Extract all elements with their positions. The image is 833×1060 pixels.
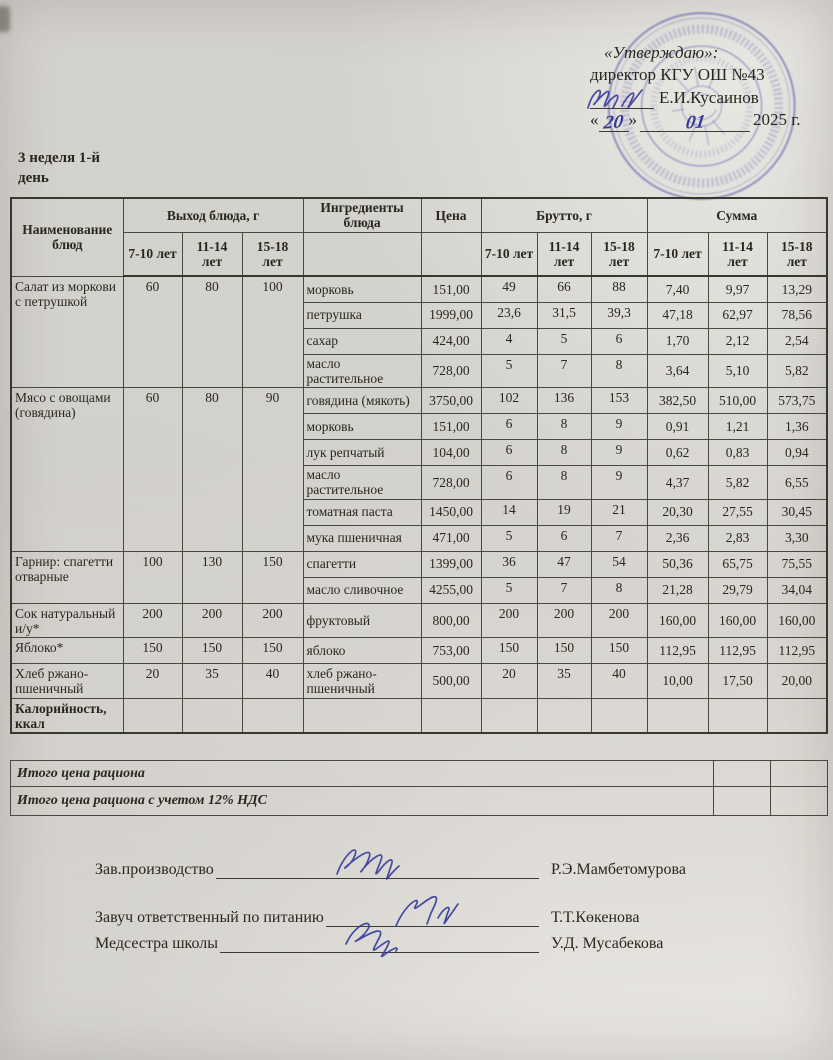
sum-cell: 10,00 <box>647 664 708 699</box>
sum-cell: 160,00 <box>767 603 827 638</box>
price-cell: 753,00 <box>421 638 481 664</box>
signature-role: Медсестра школы <box>95 935 219 952</box>
sum-cell: 27,55 <box>708 499 767 525</box>
week-label-line1: 3 неделя 1-й <box>18 150 101 166</box>
col-header-dish: Наименование блюд <box>11 198 123 276</box>
sum-cell: 2,54 <box>767 328 827 354</box>
signature-role: Завуч ответственный по питанию <box>95 909 324 926</box>
col-header-sum: Сумма <box>647 198 827 232</box>
output-cell: 80 <box>182 276 242 388</box>
menu-table <box>10 197 828 734</box>
price-cell: 104,00 <box>421 440 481 466</box>
ingredient-cell: петрушка <box>303 302 421 328</box>
dish-name-cell: Салат из моркови с петрушкой <box>11 276 123 388</box>
brutto-cell: 6 <box>481 414 537 440</box>
brutto-cell: 8 <box>591 354 647 388</box>
brutto-cell: 5 <box>481 577 537 603</box>
sum-cell: 47,18 <box>647 302 708 328</box>
sum-cell: 17,50 <box>708 664 767 699</box>
brutto-cell: 14 <box>481 499 537 525</box>
ingredient-cell: масло растительное <box>303 466 421 500</box>
sum-cell: 50,36 <box>647 551 708 577</box>
brutto-cell: 200 <box>537 603 591 638</box>
ingredient-cell: масло сливочное <box>303 577 421 603</box>
brutto-cell: 9 <box>591 414 647 440</box>
brutto-cell: 200 <box>481 603 537 638</box>
totals-table <box>10 760 828 816</box>
dish-name-cell: Сок натуральный и/у* <box>11 603 123 638</box>
col-header-age: 7-10 лет <box>123 232 182 276</box>
col-header-ingredients: Ингредиенты блюда <box>303 198 421 232</box>
menu-row <box>11 551 827 577</box>
sum-cell: 0,62 <box>647 440 708 466</box>
brutto-cell: 150 <box>591 638 647 664</box>
output-cell: 40 <box>242 664 303 699</box>
ingredient-cell: говядина (мякоть) <box>303 388 421 414</box>
brutto-cell: 8 <box>537 440 591 466</box>
price-cell: 4255,00 <box>421 577 481 603</box>
price-cell: 424,00 <box>421 328 481 354</box>
ingredient-cell: масло растительное <box>303 354 421 388</box>
sum-cell: 9,97 <box>708 276 767 302</box>
ingredient-cell: морковь <box>303 276 421 302</box>
sum-cell: 6,55 <box>767 466 827 500</box>
totals-value-cell <box>771 761 828 787</box>
sum-cell: 3,30 <box>767 525 827 551</box>
brutto-cell: 150 <box>481 638 537 664</box>
sum-cell: 112,95 <box>708 638 767 664</box>
col-header-output: Выход блюда, г <box>123 198 303 232</box>
sum-cell <box>708 698 767 733</box>
brutto-cell: 6 <box>481 466 537 500</box>
brutto-cell: 8 <box>537 466 591 500</box>
ingredient-cell: фруктовый <box>303 603 421 638</box>
signature-role: Зав.производство <box>95 861 214 878</box>
col-header-age: 11-14 лет <box>708 232 767 276</box>
sum-cell: 160,00 <box>708 603 767 638</box>
sum-cell: 20,30 <box>647 499 708 525</box>
col-header-age: 11-14 лет <box>537 232 591 276</box>
brutto-cell: 20 <box>481 664 537 699</box>
brutto-cell: 102 <box>481 388 537 414</box>
brutto-cell: 8 <box>537 414 591 440</box>
menu-row <box>11 276 827 302</box>
signature-name: Т.Т.Көкенова <box>551 909 640 926</box>
col-header-age: 7-10 лет <box>647 232 708 276</box>
brutto-cell: 39,3 <box>591 302 647 328</box>
price-cell: 1999,00 <box>421 302 481 328</box>
handwritten-day: 20 <box>602 111 625 134</box>
sum-cell: 20,00 <box>767 664 827 699</box>
price-cell: 151,00 <box>421 414 481 440</box>
signature-row <box>95 932 763 953</box>
output-cell: 150 <box>242 638 303 664</box>
sum-cell: 5,82 <box>767 354 827 388</box>
open-quote: « <box>590 110 599 130</box>
brutto-cell: 5 <box>481 525 537 551</box>
sum-cell: 1,70 <box>647 328 708 354</box>
ingredient-cell: мука пшеничная <box>303 525 421 551</box>
brutto-cell: 36 <box>481 551 537 577</box>
director-name: Е.И.Кусаинов <box>659 87 759 107</box>
ingredient-cell: спагетти <box>303 551 421 577</box>
sum-cell <box>647 698 708 733</box>
ingredient-cell <box>303 698 421 733</box>
totals-value-cell <box>771 787 828 816</box>
sum-cell: 5,10 <box>708 354 767 388</box>
brutto-cell: 7 <box>591 525 647 551</box>
price-cell: 500,00 <box>421 664 481 699</box>
brutto-cell: 6 <box>481 440 537 466</box>
close-quote: » <box>628 110 637 130</box>
output-cell: 150 <box>182 638 242 664</box>
sum-cell: 573,75 <box>767 388 827 414</box>
menu-row <box>11 698 827 733</box>
director-signature-ink <box>584 84 662 114</box>
sum-cell: 0,94 <box>767 440 827 466</box>
week-label-line2: день <box>18 170 49 187</box>
totals-label: Итого цена рациона с учетом 12% НДС <box>11 787 714 816</box>
sum-cell: 7,40 <box>647 276 708 302</box>
sum-cell: 2,83 <box>708 525 767 551</box>
ingredient-cell: морковь <box>303 414 421 440</box>
brutto-cell: 54 <box>591 551 647 577</box>
brutto-cell: 6 <box>591 328 647 354</box>
menu-row <box>11 664 827 699</box>
sum-cell: 34,04 <box>767 577 827 603</box>
signature-underline <box>216 858 539 879</box>
ingredient-cell: лук репчатый <box>303 440 421 466</box>
brutto-cell: 8 <box>591 577 647 603</box>
col-header-age: 15-18 лет <box>591 232 647 276</box>
output-cell: 20 <box>123 664 182 699</box>
totals-row <box>11 787 828 816</box>
sum-cell: 62,97 <box>708 302 767 328</box>
brutto-cell: 6 <box>537 525 591 551</box>
sum-cell: 30,45 <box>767 499 827 525</box>
sum-cell: 65,75 <box>708 551 767 577</box>
sum-cell: 510,00 <box>708 388 767 414</box>
sum-cell: 4,37 <box>647 466 708 500</box>
output-cell: 90 <box>242 388 303 552</box>
col-header-price-sub <box>421 232 481 276</box>
sum-cell: 3,64 <box>647 354 708 388</box>
brutto-cell: 136 <box>537 388 591 414</box>
sum-cell: 1,21 <box>708 414 767 440</box>
dish-name-cell: Гарнир: спагетти отварные <box>11 551 123 603</box>
col-header-age: 15-18 лет <box>767 232 827 276</box>
price-cell: 728,00 <box>421 466 481 500</box>
col-header-age: 7-10 лет <box>481 232 537 276</box>
sum-cell <box>767 698 827 733</box>
price-cell: 471,00 <box>421 525 481 551</box>
ingredient-cell: сахар <box>303 328 421 354</box>
sum-cell: 5,82 <box>708 466 767 500</box>
price-cell: 728,00 <box>421 354 481 388</box>
price-cell: 1399,00 <box>421 551 481 577</box>
dish-name-cell: Мясо с овощами (говядина) <box>11 388 123 552</box>
brutto-cell: 5 <box>481 354 537 388</box>
sum-cell: 112,95 <box>767 638 827 664</box>
brutto-cell: 31,5 <box>537 302 591 328</box>
brutto-cell: 7 <box>537 354 591 388</box>
signature-name: Р.Э.Мамбетомурова <box>551 861 686 878</box>
date-month-underline <box>640 112 750 132</box>
brutto-cell: 40 <box>591 664 647 699</box>
director-title: директор КГУ ОШ №43 <box>590 65 765 85</box>
brutto-cell: 19 <box>537 499 591 525</box>
output-cell: 100 <box>242 276 303 388</box>
output-cell: 150 <box>123 638 182 664</box>
brutto-cell: 153 <box>591 388 647 414</box>
output-cell: 130 <box>182 551 242 603</box>
price-cell <box>421 698 481 733</box>
price-cell: 800,00 <box>421 603 481 638</box>
signature-underline <box>220 932 539 953</box>
sum-cell: 0,83 <box>708 440 767 466</box>
brutto-cell: 9 <box>591 440 647 466</box>
brutto-cell: 66 <box>537 276 591 302</box>
output-cell: 200 <box>123 603 182 638</box>
sum-cell: 2,12 <box>708 328 767 354</box>
sum-cell: 112,95 <box>647 638 708 664</box>
dish-name-cell: Яблоко* <box>11 638 123 664</box>
totals-row <box>11 761 828 787</box>
signature-ink <box>338 916 422 960</box>
output-cell <box>182 698 242 733</box>
brutto-cell <box>537 698 591 733</box>
col-header-age: 11-14 лет <box>182 232 242 276</box>
output-cell: 35 <box>182 664 242 699</box>
brutto-cell: 200 <box>591 603 647 638</box>
output-cell: 100 <box>123 551 182 603</box>
price-cell: 1450,00 <box>421 499 481 525</box>
sum-cell: 2,36 <box>647 525 708 551</box>
signature-row <box>95 858 763 879</box>
week-day-label <box>18 148 100 189</box>
date-day-underline <box>599 112 629 132</box>
sum-cell: 1,36 <box>767 414 827 440</box>
totals-value-cell <box>714 761 771 787</box>
scan-artifact <box>0 6 10 32</box>
output-cell: 200 <box>182 603 242 638</box>
director-signature-line <box>590 87 832 109</box>
output-cell <box>242 698 303 733</box>
handwritten-month: 01 <box>683 111 707 134</box>
brutto-cell <box>591 698 647 733</box>
price-cell: 151,00 <box>421 276 481 302</box>
brutto-cell: 9 <box>591 466 647 500</box>
brutto-cell: 5 <box>537 328 591 354</box>
brutto-cell: 35 <box>537 664 591 699</box>
output-cell: 200 <box>242 603 303 638</box>
output-cell: 60 <box>123 388 182 552</box>
sum-cell: 21,28 <box>647 577 708 603</box>
menu-row <box>11 388 827 414</box>
brutto-cell <box>481 698 537 733</box>
sum-cell: 160,00 <box>647 603 708 638</box>
col-header-ingredients-sub <box>303 232 421 276</box>
sum-cell: 29,79 <box>708 577 767 603</box>
approval-block <box>590 42 832 132</box>
dish-name-cell: Хлеб ржано-пшеничный <box>11 664 123 699</box>
ingredient-cell: томатная паста <box>303 499 421 525</box>
sum-cell: 78,56 <box>767 302 827 328</box>
ingredient-cell: хлеб ржано-пшеничный <box>303 664 421 699</box>
brutto-cell: 21 <box>591 499 647 525</box>
brutto-cell: 150 <box>537 638 591 664</box>
sum-cell: 13,29 <box>767 276 827 302</box>
brutto-cell: 4 <box>481 328 537 354</box>
output-cell: 150 <box>242 551 303 603</box>
output-cell: 80 <box>182 388 242 552</box>
signature-underline <box>590 90 654 109</box>
brutto-cell: 7 <box>537 577 591 603</box>
sum-cell: 0,91 <box>647 414 708 440</box>
brutto-cell: 23,6 <box>481 302 537 328</box>
col-header-price: Цена <box>421 198 481 232</box>
signature-row <box>95 906 763 927</box>
brutto-cell: 47 <box>537 551 591 577</box>
totals-label: Итого цена рациона <box>11 761 714 787</box>
col-header-brutto: Брутто, г <box>481 198 647 232</box>
menu-row <box>11 603 827 638</box>
signature-ink <box>329 840 425 886</box>
output-cell: 60 <box>123 276 182 388</box>
approval-quote: «Утверждаю»: <box>604 43 719 62</box>
date-year: 2025 г. <box>753 110 801 130</box>
output-cell <box>123 698 182 733</box>
sum-cell: 382,50 <box>647 388 708 414</box>
brutto-cell: 88 <box>591 276 647 302</box>
col-header-age: 15-18 лет <box>242 232 303 276</box>
brutto-cell: 49 <box>481 276 537 302</box>
ingredient-cell: яблоко <box>303 638 421 664</box>
sum-cell: 75,55 <box>767 551 827 577</box>
dish-name-cell: Калорийность, ккал <box>11 698 123 733</box>
menu-row <box>11 638 827 664</box>
price-cell: 3750,00 <box>421 388 481 414</box>
signature-block <box>95 858 763 958</box>
signature-name: У.Д. Мусабекова <box>551 935 664 952</box>
totals-value-cell <box>714 787 771 816</box>
